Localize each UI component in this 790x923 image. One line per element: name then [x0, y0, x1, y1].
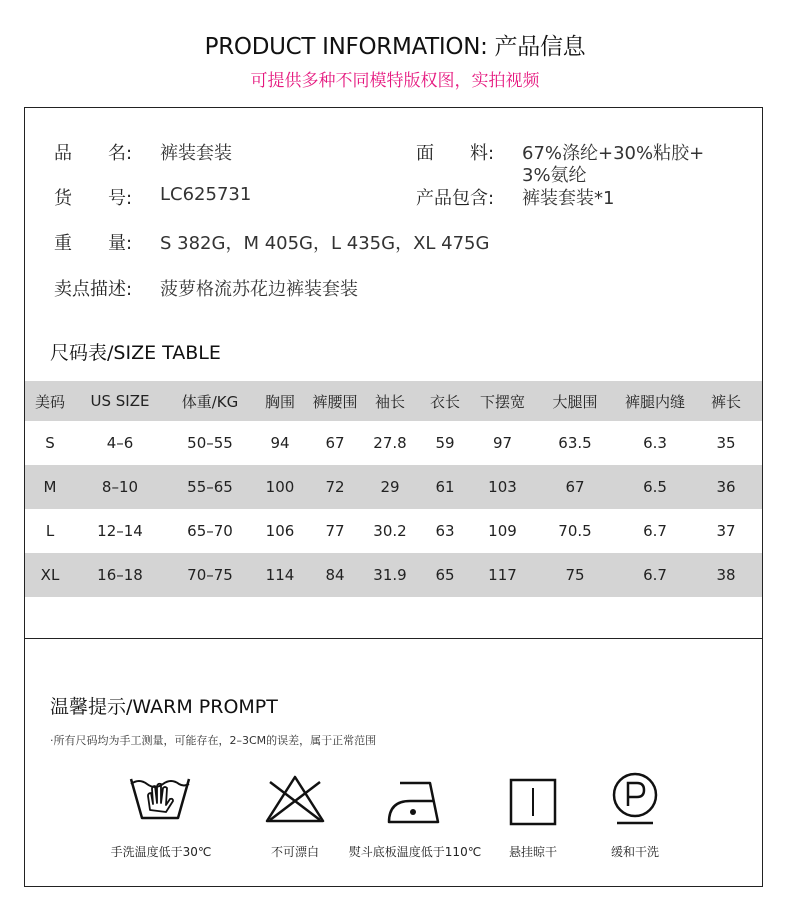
measurement-note: ·所有尺码均为手工测量，可能存在，2–3CM的误差，属于正常范围	[50, 734, 377, 747]
contents-value: 裤装套装*1	[522, 188, 615, 209]
table-cell: 72	[325, 478, 345, 496]
table-cell: 70–75	[187, 566, 233, 584]
page-subtitle: 可提供多种不同模特版权图，实拍视频	[250, 71, 540, 91]
col-header-thigh: 大腿围	[552, 392, 598, 411]
table-cell: 97	[492, 434, 513, 452]
table-cell: 67	[325, 434, 345, 452]
table-cell: 103	[488, 478, 517, 496]
size-table-header-row	[25, 381, 762, 421]
weight-value: S 382G，M 405G，L 435G，XL 475G	[160, 233, 490, 254]
table-cell: 12–14	[97, 522, 143, 540]
col-header-weight: 体重/KG	[181, 392, 239, 411]
table-cell: 16–18	[97, 566, 143, 584]
table-row	[25, 509, 762, 553]
table-cell: 31.9	[373, 566, 407, 584]
hand-wash-label: 手洗温度低于30℃	[110, 845, 212, 859]
col-header-hem-width: 下摆宽	[479, 392, 525, 411]
table-cell: 65–70	[187, 522, 233, 540]
iron-low-label: 熨斗底板温度低于110℃	[348, 845, 482, 859]
table-cell: 106	[265, 522, 295, 540]
sku-value: LC625731	[160, 184, 252, 205]
no-bleach-label: 不可漂白	[270, 845, 319, 859]
col-header-us-code: 美码	[34, 392, 65, 411]
material-value-line1: 67%涤纶+30%粘胶+	[522, 143, 705, 164]
table-cell: 114	[265, 566, 295, 584]
col-header-bust: 胸围	[264, 392, 295, 411]
table-cell: 29	[380, 478, 400, 496]
iron-low-icon	[386, 779, 442, 825]
table-cell: L	[45, 522, 55, 540]
line-dry-icon	[509, 778, 557, 826]
table-cell: 65	[435, 566, 455, 584]
table-cell: 109	[488, 522, 517, 540]
table-cell: M	[43, 478, 57, 496]
dry-clean-p-icon	[611, 771, 659, 827]
material-value-line2: 3%氨纶	[522, 165, 587, 186]
table-cell: 30.2	[373, 522, 407, 540]
table-cell: 37	[716, 522, 736, 540]
table-cell: 55–65	[187, 478, 233, 496]
table-cell: 27.8	[373, 434, 407, 452]
page-title: PRODUCT INFORMATION: 产品信息	[204, 34, 586, 60]
hand-wash-icon	[128, 774, 192, 824]
table-row	[25, 421, 762, 465]
col-header-inseam: 裤腿内缝	[624, 392, 685, 411]
table-cell: 6.3	[643, 434, 667, 452]
no-bleach-icon	[264, 774, 326, 824]
sku-label: 货 号:	[54, 188, 133, 209]
col-header-pant-length: 裤长	[710, 392, 741, 411]
table-cell: 61	[435, 478, 455, 496]
table-cell: 100	[265, 478, 295, 496]
weight-label: 重 量:	[54, 233, 133, 254]
warm-prompt-title: 温馨提示/WARM PROMPT	[50, 696, 278, 718]
contents-label: 产品包含:	[416, 188, 495, 209]
table-cell: 35	[716, 434, 736, 452]
col-header-us-size: US SIZE	[90, 392, 150, 410]
table-cell: S	[45, 434, 55, 452]
col-header-top-length: 衣长	[429, 392, 460, 411]
table-cell: 50–55	[187, 434, 233, 452]
selling-point-label: 卖点描述:	[54, 279, 133, 300]
table-cell: 59	[435, 434, 455, 452]
table-cell: 6.7	[643, 522, 667, 540]
selling-point-value: 菠萝格流苏花边裤装套装	[160, 279, 358, 300]
name-value: 裤装套装	[160, 143, 232, 164]
table-cell: 63	[435, 522, 455, 540]
name-label: 品 名:	[54, 143, 133, 164]
col-header-sleeve: 袖长	[374, 392, 405, 411]
table-row	[25, 465, 762, 509]
table-cell: 36	[716, 478, 736, 496]
table-cell: 63.5	[558, 434, 592, 452]
size-table	[25, 381, 762, 597]
col-header-waist: 裤腰围	[312, 392, 358, 411]
table-cell: 75	[565, 566, 585, 584]
table-cell: 38	[716, 566, 736, 584]
table-cell: 8–10	[101, 478, 139, 496]
table-cell: 6.7	[643, 566, 667, 584]
table-cell: 117	[488, 566, 517, 584]
section-divider	[24, 638, 763, 639]
table-cell: 84	[325, 566, 345, 584]
table-cell: 77	[325, 522, 345, 540]
table-cell: 4–6	[106, 434, 134, 452]
table-cell: 67	[565, 478, 585, 496]
size-table-title: 尺码表/SIZE TABLE	[50, 342, 221, 364]
material-label: 面 料:	[416, 143, 495, 164]
table-row	[25, 553, 762, 597]
table-cell: 94	[270, 434, 290, 452]
line-dry-label: 悬挂晾干	[508, 845, 557, 859]
dry-clean-label: 缓和干洗	[610, 845, 659, 859]
table-cell: XL	[40, 566, 60, 584]
table-cell: 6.5	[643, 478, 667, 496]
table-cell: 70.5	[558, 522, 592, 540]
